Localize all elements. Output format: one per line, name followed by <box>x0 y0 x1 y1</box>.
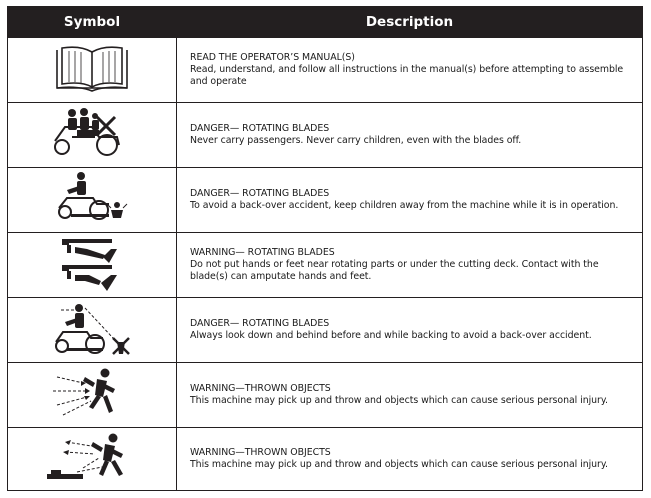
description-title: WARNING—THROWN OBJECTS <box>190 383 331 394</box>
symbol-cell <box>8 103 176 167</box>
keep-children-away-icon <box>37 168 147 228</box>
symbol-cell <box>8 298 176 362</box>
symbol-cell <box>8 363 176 427</box>
description-title: WARNING— ROTATING BLADES <box>190 247 335 258</box>
table-row <box>8 167 642 232</box>
safety-symbols-table <box>7 6 643 491</box>
table-row <box>8 102 642 167</box>
symbol-cell <box>8 428 176 490</box>
description-cell <box>190 383 634 407</box>
no-passengers-icon <box>37 103 147 163</box>
thrown-objects-icon <box>37 363 147 423</box>
description-text: This machine may pick up and throw and objects which can cause serious personal injury. <box>190 459 608 470</box>
symbol-cell <box>8 168 176 232</box>
description-title: DANGER— ROTATING BLADES <box>190 188 330 199</box>
symbol-cell <box>8 38 176 102</box>
table-row <box>8 427 642 490</box>
description-column-header: Description <box>365 14 454 30</box>
description-cell <box>190 447 634 471</box>
description-title: DANGER— ROTATING BLADES <box>190 318 330 329</box>
description-cell <box>190 188 634 212</box>
description-cell <box>190 318 634 342</box>
symbol-column-header: Symbol <box>63 14 121 30</box>
description-text: Never carry passengers. Never carry children, even with the blades off. <box>190 135 522 146</box>
thrown-objects-mower-icon <box>37 428 147 488</box>
description-cell <box>190 247 634 283</box>
look-behind-icon <box>37 298 147 358</box>
description-cell <box>190 52 634 88</box>
description-text: Read, understand, and follow all instructions in the manual(s) before attempting to assemble and operate <box>190 64 624 87</box>
description-text: Always look down and behind before and while backing to avoid a back-over accident. <box>190 330 592 341</box>
description-text: To avoid a back-over accident, keep children away from the machine while it is in operation. <box>190 200 619 211</box>
description-title: WARNING—THROWN OBJECTS <box>190 447 331 458</box>
symbol-cell <box>8 233 176 297</box>
description-text: This machine may pick up and throw and objects which can cause serious personal injury. <box>190 395 608 406</box>
table-header <box>8 7 642 37</box>
description-text: Do not put hands or feet near rotating parts or under the cutting deck. Contact with the blade(s) can amputate hands and feet. <box>190 259 599 282</box>
hands-feet-blade-icon <box>37 233 147 293</box>
description-title: READ THE OPERATOR’S MANUAL(S) <box>190 52 355 63</box>
table-row <box>8 232 642 297</box>
table-row <box>8 37 642 102</box>
description-cell <box>190 123 634 147</box>
table-row <box>8 297 642 362</box>
operator-manual-icon <box>37 38 147 98</box>
table-row <box>8 362 642 427</box>
description-title: DANGER— ROTATING BLADES <box>190 123 330 134</box>
